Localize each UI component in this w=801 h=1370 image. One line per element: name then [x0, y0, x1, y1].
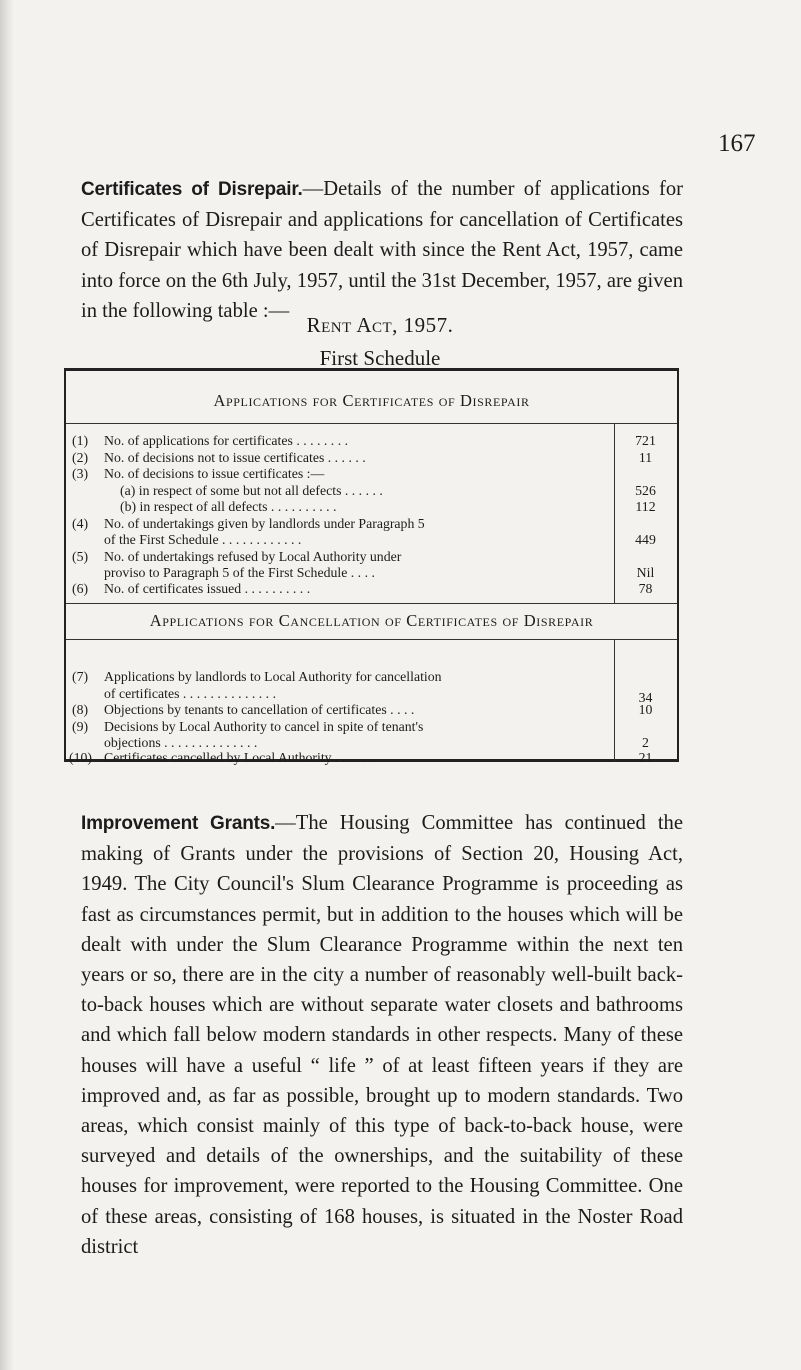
row-value: 21 [638, 750, 653, 765]
row-number: (6) [72, 581, 89, 596]
page-binding-shadow [0, 0, 14, 1370]
row-text: No. of decisions to issue certificates :— [104, 466, 325, 481]
row-text: Objections by tenants to cancellation of certificates . . . . [104, 702, 415, 717]
row-text: (a) in respect of some but not all defects . . . . . . [120, 483, 383, 498]
row-value: 449 [635, 532, 656, 547]
row-text: Applications by landlords to Local Authority for cancellation [104, 669, 442, 684]
row-text: No. of certificates issued . . . . . . . . . . [104, 581, 311, 596]
table-row [66, 748, 677, 767]
row-number: (5) [72, 549, 89, 564]
row-number: (2) [72, 450, 89, 465]
row-value: 34 [638, 690, 653, 705]
row-value: 526 [635, 483, 656, 498]
row-text: No. of applications for certificates . . . . . . . . [104, 433, 349, 448]
section2-divider [66, 639, 677, 640]
row-value: 78 [638, 581, 653, 596]
section2-top-rule [66, 603, 677, 604]
row-number: (3) [72, 466, 89, 481]
row-value: 10 [638, 702, 653, 717]
improvement-heading: Improvement Grants. [81, 813, 276, 834]
row-number: (8) [72, 702, 89, 717]
table-subtitle: First Schedule [319, 346, 441, 370]
row-text: No. of undertakings given by landlords under Paragraph 5 [104, 516, 425, 531]
section1-heading: Applications for Certificates of Disrepair [213, 391, 530, 410]
intro-text: —Details of the number of applications for Certificates of Disrepair and applications for cancellation of Certificates of Disrepair which have been dealt with since the Rent Act, 1957, came into force on the 6th July, 1957, until the 31st December, 1957, are given in the following table :— [81, 178, 683, 322]
intro-heading: Certificates of Disrepair. [81, 179, 303, 200]
row-text: No. of decisions not to issue certificates . . . . . . [104, 450, 366, 465]
row-text: proviso to Paragraph 5 of the First Schedule . . . . [104, 565, 375, 580]
row-value: 112 [635, 499, 656, 514]
row-text: objections . . . . . . . . . . . . . . [104, 735, 258, 750]
table-row [66, 579, 677, 598]
row-number: (9) [72, 719, 89, 734]
page-number: 167 [718, 130, 756, 157]
row-number: (7) [72, 669, 89, 684]
improvement-text: —The Housing Committee has continued the making of Grants under the provisions of Section 20, Housing Act, 1949. The City Council's Slum Clearance Programme is proceeding as fast as circumstances permit, but in addition to the houses which will be dealt with under the Slum Clearance Programme within the next ten years or so, there are in the city a number of reasonably well-built back-to-back houses which are without separate water closets and bathrooms and which fall below modern standards in other respects. Many of these houses will have a useful “ life ” of at least fifteen years if they are improved and, as far as possible, brought up to modern standards. Two areas, which consist mainly of this type of back-to-back house, were surveyed and details of the ownerships, and the suitability of these houses for improvement, were reported to the Housing Committee. One of these areas, consisting of 168 houses, is situated in the Noster Road district [81, 812, 683, 1258]
row-number: (10) [69, 750, 92, 765]
section1-divider [66, 423, 677, 424]
row-value: 11 [638, 450, 653, 465]
intro-paragraph [81, 174, 683, 326]
row-text: (b) in respect of all defects . . . . . . . . . . [120, 499, 337, 514]
row-number: (1) [72, 433, 89, 448]
row-text: Certificates cancelled by Local Authority . . . . . . [104, 750, 373, 765]
row-number: (4) [72, 516, 89, 531]
row-value: Nil [636, 565, 655, 580]
row-value: 2 [642, 735, 649, 750]
improvement-paragraph [81, 808, 683, 1262]
row-text: No. of undertakings refused by Local Authority under [104, 549, 402, 564]
section2-heading: Applications for Cancellation of Certificates of Disrepair [149, 611, 594, 630]
row-text: of certificates . . . . . . . . . . . . . . [104, 686, 277, 701]
row-text: of the First Schedule . . . . . . . . . . . . [104, 532, 302, 547]
table-title: Rent Act, 1957. [306, 313, 454, 337]
row-value: 721 [635, 433, 656, 448]
schedule-table [64, 368, 679, 765]
row-text: Decisions by Local Authority to cancel in spite of tenant's [104, 719, 424, 734]
